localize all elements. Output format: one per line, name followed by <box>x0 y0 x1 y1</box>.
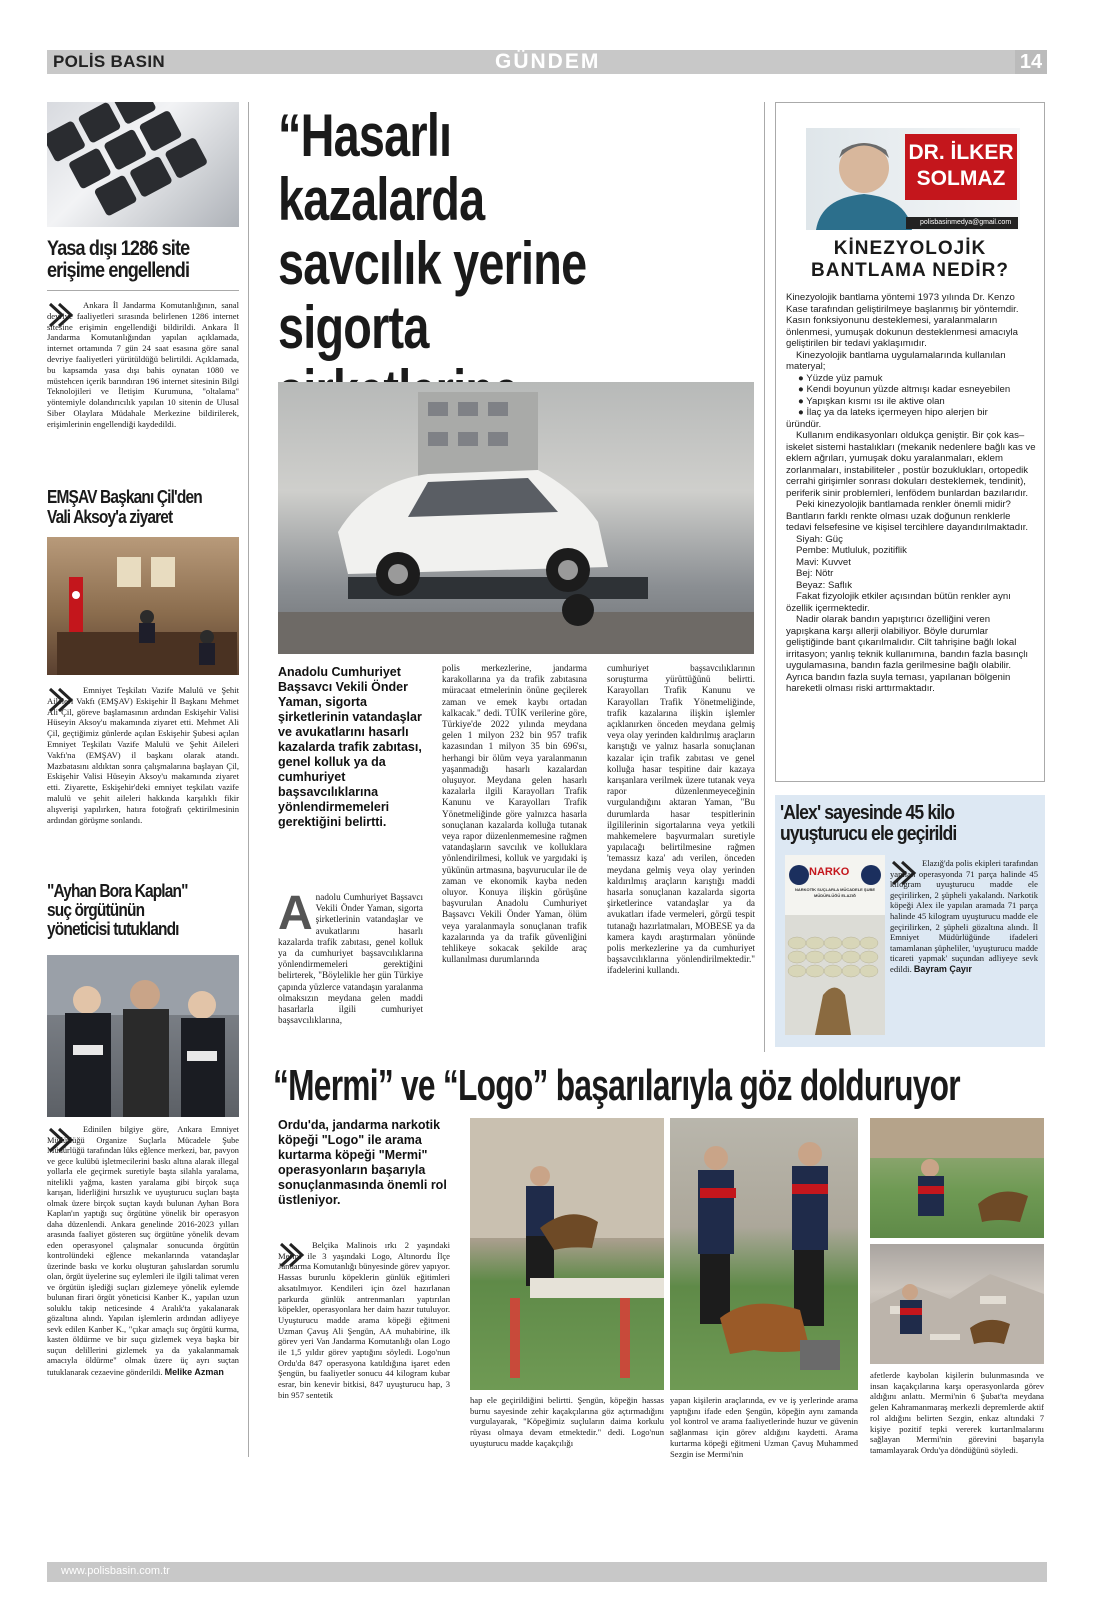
earthquake-rubble-photo <box>870 1244 1044 1364</box>
bottom-col3-body: yapan kişilerin araçlarında, ev ve iş yerlerinde arama yaptığını ifade eden Şengün, köpeğin aynı zamanda yol kontrol ve arama faaliyetlerinde huzur ve güvenin sağlanması için görev aldığını kaydetti. Arama kurtarma köpeği eğitmeni Uzman Çavuş Muhammed Sezgin ise Mermi'nin <box>670 1395 858 1459</box>
story3-title-line3: yöneticisi tutuklandı <box>47 919 179 939</box>
bottom-col1-body: Belçika Malinois ırkı 2 yaşındaki Mermi ile 3 yaşındaki Logo, Altınordu İlçe Jandarma Komutanlığı bünyesinde görev yapıyor. Hassas burunlu köpeklerin günlük eğitimleri aksatılmıyor. Kendileri için özel hazırlanan parkurda günlük antrenmanları yaptırılan köpekler, operasyonlara her daim hazır tutuluyor. Uyuşturucu madde arama köpeği eğitmeni Uzman Çavuş Ali Şengün, AA muhabirine, ilk görev yeri Van Jandarma Komutanlığı olan Logo ile 1,5 yıldır görev yaptığını söyledi. Logo'nun Ordu'da 847 operasyona katıldığına işaret eden Şengün, bu faaliyetler sonucu 44 kilogram kubar esrar, bin kenevir bitkisi, 847 uyuşturucu hap, 3 bin 957 sentetik <box>278 1240 450 1400</box>
column-bullet-text: İlaç ya da lateks içermeyen hipo alerjen bir <box>806 407 988 418</box>
handler-dog-hurdle-graphic <box>470 1118 664 1390</box>
bottom-lead: Ordu'da, jandarma narkotik köpeği "Logo" ile arama kurtarma köpeği "Mermi" operasyonların başarıyla sonuçlanmasında önemli rol üstleniyor. <box>278 1118 447 1207</box>
column-para7: Nadir olarak bandın yapıştırıcı özelliğini veren yapışkana karşı allerji olabiliyor. Böyle durumlar geliştiğinde bant çıkarılmalıdır. Cilt tahrişine bağlı lokal irritasyon; yanlış teknik kullanımına, bandın fazla basınçlı uygulamasına, bandın fazla gerilmesine bağlı olabilir. Ayrıca bandın fazla suyla teması, yapılanan bölgenin hareketli olması riski arttırmaktadır. <box>786 614 1029 694</box>
columnist-email: polisbasinmedya@gmail.com <box>906 217 1018 229</box>
columnist-name-line1: DR. İLKER <box>908 141 1014 164</box>
main-col1-body: nadolu Cumhuriyet Başsavcı Vekili Önder Yaman, sigorta şirketlerinin vatandaşlar ve avukatlarını hasarlı kazalarda trafik zabıtası, genel kolluk ya da cumhuriyet başsavcılıklarına yönlendirmemeleri gerektiğini belirterek, "Böylelikle her gün Türkiye çapında yüzlerce vatandaşın yaralanma olmaksızın meydana gelen maddi hasarlarla ilgili cumhuriyet başsavcılıklarına, <box>278 892 423 1026</box>
main-col3-body: cumhuriyet başsavcılıklarının soruşturma yürüttüğünü belirtti. Karayolları Trafik Kanunu ve Karayolları Trafik Yönetmeliğinde, trafik kazalarına ilişkin işlemler açıklanırken önceden meydana gelmiş veya olay yerinden kaldırılmış araçların karıştığı ve yalnız hasarla sonuçlanan kazalar için trafik zabıtası ve genel kolluğa hasar tespitine dair kazaya karışanlara verilmek üzere tutanak veya rapor düzenlenmeyeceğinin vurgulandığını aktaran Yaman, "Bu durumlarda hasar tespitlerinin ilgililerinin sigortalarına veya yetkili mahkemelere başvurmaları suretiyle yapılacağı belirtilmesine rağmen 'temassız kaza' adı verilen, önceden meydana gelmiş veya olay yerinden kaldırılmış araçların karıştığı maddi hasarla sonuçlanan kazalarda sigorta şirketlerince vatandaşlar ya da avukatları ifade vermeleri, görgü tespit tutanağı hazırlatmaları, MOBESE ya da kamera kaydı araştırmaları yönünde polis merkezlerine ya da cumhuriyet başsavcılıklarına yönlendirilmektedir." ifadelerini kullandı. <box>607 663 755 976</box>
column-para5: Peki kinezyolojik bantlamada renkler önemli midir? Bantların farklı renkte olması uzak doğunun renklerle tedavi felsefesine ve kişisel tercihlere dayandırılmaktadır. <box>786 499 1029 533</box>
alex-body <box>890 858 1038 975</box>
columnist-name-badge <box>905 134 1017 200</box>
story3-title-line1: "Ayhan Bora Kaplan" <box>47 881 188 901</box>
column-bullet-text: Yüzde yüz pamuk <box>806 372 883 384</box>
column-color-item: Siyah: Güç <box>796 533 843 545</box>
story2-title <box>47 487 239 527</box>
main-lead: Anadolu Cumhuriyet Başsavcı Vekili Önder Yaman, sigorta şirketlerinin vatandaşlar ve avukatlarını hasarlı kazalarda trafik zabıtası, genel kolluk ya da cumhuriyet başsavcılıklarına yönlendirmemeleri gerektiğini belirtti. <box>278 665 422 829</box>
column-para2: Kinezyolojik bantlama uygulamalarında kullanılan materyal; <box>786 349 1006 372</box>
story1-body: Ankara İl Jandarma Komutanlığının, sanal devriye faaliyetleri sırasında belirlenen 1286 internet sitesine erişimin engellendiği bildirildi. Ankara İl Jandarma Komutanlığından yapılan açıklamada, internet ortamında 7 gün 24 saat esasına göre sanal devriye faaliyetleri yürütüldüğü belirtildi. Açıklamada, bu kapsamda yasa dışı bahis oynatan 1080 ve müstehcen içerik barındıran 196 internet sitesinin Bilgi Teknolojileri ve İletişim Kurumuna, "oltalama" yöntemiyle dolandırıcılık yapılan 10 sitenin de Ulusal Siber Olaylara Müdahale Merkezine bildirilerek, erişimlerinin engellendiği kaydedildi. <box>47 300 239 429</box>
column-para6: Fakat fizyolojik etkiler açısından bütün renkler aynı özellik içermektedir. <box>786 591 1011 614</box>
footer-website[interactable]: www.polisbasin.com.tr <box>61 1565 170 1577</box>
keyboard-keys-graphic <box>47 102 239 227</box>
arrest-photo <box>47 955 239 1117</box>
alex-byline: Bayram Çayır <box>913 963 972 974</box>
column-title-line1: KİNEZYOLOJİK <box>833 238 987 259</box>
alex-title <box>780 803 1050 845</box>
column-title-line2: BANTLAMA NEDİR? <box>811 260 1009 281</box>
rubble-rescue-graphic <box>870 1244 1044 1364</box>
column-bullet-text: Kendi boyunun yüzde altmışı kadar esneyebilen <box>806 384 1011 395</box>
tow-truck-photo <box>278 382 754 654</box>
story2-title-line2: Vali Aksoy'a ziyaret <box>47 507 173 527</box>
section-label-center: GÜNDEM <box>495 50 601 73</box>
keyboard-photo <box>47 102 239 227</box>
story2-title-line1: EMŞAV Başkanı Çil'den <box>47 487 202 507</box>
column-color-item: Mavi: Kuvvet <box>796 556 851 568</box>
main-col2-body: polis merkezlerine, jandarma karakollarına ya da trafik zabıtasına müracaat etmelerinin önüne geçilerek zaman ve emek kaybı ortadan kalkacak." dedi. TÜİK verilerine göre, Türkiye'de 2022 yılında meydana gelen 1 milyon 232 bin 957 trafik kazasından 1 milyon 35 bin 696'sı, herhangi bir ölüm veya yaralanmanın yaşanmadığı hasarlı kazalardan oluşuyor. Meydana gelen hasarlı kazalarla ilgili Karayolları Trafik Kanunu ve Karayolları Trafik Yönetmeliğinde göre yalnızca hasarla sonuçlanan kazalarda kolluğa tutanak veya rapor düzenlenmemesine rağmen vatandaşların savcılık ve kolluklara yönlendirilmesi, kolluk ve yargıdaki iş yükünün artmasına, başvurucular ile de zaman ve ekonomik kayba neden oluyor. Konuya ilişkin görüşüne başvurulan Anadolu Cumhuriyet Başsavcı Vekili Önder Yaman, ölüm veya yaralanmayla sonuçlanan trafik kazalarında ya da trafik güvenliğini tehlikeye sokacak şekilde araç kullanılması durumlarında <box>442 663 587 965</box>
page-number: 14 <box>1015 50 1047 74</box>
columnist-name-line2: SOLMAZ <box>916 167 1006 190</box>
column-para3: üründür. <box>786 418 822 430</box>
police-escort-graphic <box>47 955 239 1117</box>
section-label-left: POLİS BASIN <box>53 52 165 71</box>
alex-title-line1: 'Alex' sayesinde 45 kilo <box>780 802 955 824</box>
column-bullet: ● Yüzde yüz pamuk <box>798 372 883 384</box>
damaged-car-graphic <box>278 382 754 654</box>
column-para4: Kullanım endikasyonları oldukça geniştir. Bir çok kas–iskelet sistemi hastalıkları (mekanik nedenlere bağlı kas ve eklem ağrıları, yumuşak doku yaralanmaları, eklem zorlanmaları, instabiliteler , postür bozuklukları, ortopedik cerrahi girişimler sonrası dokuları desteklemek, tendinit), periferik sinir problemleri, lenfödem bunlardan bazılarıdır. <box>786 430 1036 499</box>
seized-drugs-photo <box>785 855 885 1035</box>
story3-body <box>47 1125 239 1378</box>
story3-byline: Melike Azman <box>164 1366 224 1377</box>
story2-body: Emniyet Teşkilatı Vazife Malulü ve Şehit Aileleri Vakfı (EMŞAV) Eskişehir İl Başkanı Mehmet Ali Çil, göreve başlamasının ardından Eskişehir Valisi Hüseyin Aksoy'u makamında ziyaret etti. Mehmet Ali Çil, geçtiğimiz günlerde açılan Eskişehir Şubesi açılan Emniyet Teşkilatı Vazife Malulü ve Şehit Aileleri Vakfı'na (EMŞAV) il başkanı olarak atandı. Mazbatasını aldıktan sonra çalışmalarına başlayan Çil, Eskişehir Valisi Hüseyin Aksoy'u makamında ziyaret etti. Ziyarette, Eskişehir'deki emniyet teşkilatı vazife malulü ve şehit aileleri hakkında karşılıklı fikir alışverişi yapılırken, hatıra fotoğrafı çektirilmesinin ardından görüşme sonlandı. <box>47 685 239 825</box>
story3-title <box>47 882 239 939</box>
alex-title-line2: uyuşturucu ele geçirildi <box>780 823 957 845</box>
column-title <box>780 238 1040 282</box>
top-section-bar <box>47 50 1047 74</box>
main-headline-line1: “Hasarlı kazalarda <box>278 102 485 233</box>
story1-title-line1: Yasa dışı 1286 site <box>47 237 190 260</box>
story3-title-line2: suç örgütünün <box>47 900 145 920</box>
dog-training-photo-2 <box>670 1118 858 1390</box>
governor-visit-photo <box>47 537 239 675</box>
column-bullet: ● Kendi boyunun yüzde altmışı kadar esneyebilen <box>798 384 1011 395</box>
handlers-dog-sniffing-graphic <box>670 1118 858 1390</box>
divider <box>47 290 239 291</box>
column-color-item: Beyaz: Saflık <box>796 579 852 591</box>
narko-sign-brand: NARKO <box>809 866 850 878</box>
column-color-item: Pembe: Mutluluk, pozitiflik <box>796 545 907 556</box>
bottom-headline: “Mermi” ve “Logo” başarılarıyla göz dolduruyor <box>273 1061 960 1110</box>
column-bullet: ● İlaç ya da lateks içermeyen hipo alerjen bir <box>798 407 988 418</box>
alex-body-text: Elazığ'da polis ekipleri tarafından yapılan operasyonda 71 parça halinde 45 kilogram uyuşturucu madde ele geçirilirken, 2 şüpheli yakalandı. Narkotik köpeği Alex ile yapılan aramada 71 parça halinde 45 kilogram uyuşturucu madde ele geçirilirken, 2 şüpheli gözaltına alındı. İl Emniyet Müdürlüğünde ifadeleri tamamlanan şüpheliler, 'uyuşturucu madde ticareti yapmak' suçundan adliyeye sevk edildi. <box>890 858 1038 974</box>
soldier-dog-training-graphic <box>870 1118 1044 1238</box>
dog-training-photo-1 <box>470 1118 664 1390</box>
column-para1: Kinezyolojik bantlama yöntemi 1973 yılında Dr. Kenzo Kase tarafından geliştirilmeye başlanmış bir yöntemdir. Kasın fonksiyonunu desteklemesi, yaralanmaların önlenmesi, yumuşak dokunun desteklenmesi amacıyla geliştirilen bir tedavi yaklaşımıdır. <box>786 292 1019 349</box>
main-headline-line3: sigorta <box>278 294 429 361</box>
column-divider <box>248 102 249 1457</box>
story3-body-text: Edinilen bilgiye göre, Ankara Emniyet Müdürlüğü Organize Suçlarla Mücadele Şube Müdürlüğü tarafından lüks eğlence merkezi, bar, pavyon ve gece kulübü işletmecilerini baskı altına alarak illegal yollarla ele geçirmek suretiyle başta silahla yaralama, nitelikli yağma, kasten yaralama gibi birçok suça karışan, liderliğini hırsızlık ve uyuşturucu suçları başta olmak üzere birçok suçtan kaydı bulunan Ayhan Bora Kaplan'ın yaptığı suç örgütüne yönelik bir operasyon daha düzenlendi. Ankara genelinde 2016-2023 yılları arasında faaliyet gösteren suç örgütüne yönelik devam eden operasyonel çalışmalar sonucunda örgütün kontrolündeki eğlence mekanlarında vatandaşlar üzerinde baskı ve korku oluşturan şahıslardan sorumlu olan, örgüt üyelerine suç eylemleri ile ilgili talimat veren ve örgütün işlediği suçları gizlemeye yönelik eylemde bulunan firari örgüt yöneticisi Kanber K., yapılan uzun soluklu takip neticesinde 4 Aralık'ta yakalanarak gözaltına alındı. Yapılan işlemlerin ardından adliyeye sevk edilen Kanber K., "çıkar amaçlı suç örgütü kurma, kasten öldürme ve bir suçu gizlemek veya başka bir suçun delillerini gizlemek ya da yakalanmamak amacıyla öldürme" olmak üzere üç ayrı suçtan tutuklanarak cezaevine gönderildi. <box>47 1125 239 1377</box>
narko-sign-text: NARKOTİK SUÇLARLA MÜCADELE ŞUBE MÜDÜRLÜĞÜ ELAZIĞ <box>794 887 876 898</box>
column-color-item: Bej: Nötr <box>796 568 834 579</box>
main-headline-line2: savcılık yerine <box>278 230 587 297</box>
column-bullet-text: Yapışkan kısmı ısı ile aktive olan <box>806 395 945 407</box>
office-scene-graphic <box>47 537 239 675</box>
column-body <box>786 292 1036 695</box>
bottom-col2-body: hap ele geçirildiğini belirtti. Şengün, köpeğin hassas burnu sayesinde zehir kaçakçılarına göz açtırmadığını vurgulayarak, "Köpeğimiz suçluların daima korkulu rüyası olmaya devam etmektedir." dedi. Logo'nun uyuşturucu madde kaçakçılığı <box>470 1395 664 1448</box>
drug-packages-graphic <box>785 855 885 1035</box>
column-bullet: ● Yapışkan kısmı ısı ile aktive olan <box>798 395 945 407</box>
drop-cap: A <box>278 887 313 940</box>
dog-search-photo <box>870 1118 1044 1238</box>
story1-title <box>47 238 239 282</box>
bottom-col4-body: afetlerde kaybolan kişilerin bulunmasında ve insan kaçakçılarına karşı operasyonlarda görev aldığını anlattı. Mermi'nin 6 Şubat'ta meydana gelen Kahramanmaraş merkezli depremlerde aktif rol aldığını belirten Sezgin, enkaz altındaki 7 kişiye pozitif tepki vererek kurtarılmalarını sağlayan Mermi'nin görevini başarıyla tamamlayarak Ordu'ya döndüğünü söyledi. <box>870 1370 1044 1455</box>
main-col1 <box>278 887 423 1026</box>
story1-title-line2: erişime engellendi <box>47 259 190 282</box>
footer-bar <box>47 1562 1047 1582</box>
column-divider <box>764 102 765 1052</box>
